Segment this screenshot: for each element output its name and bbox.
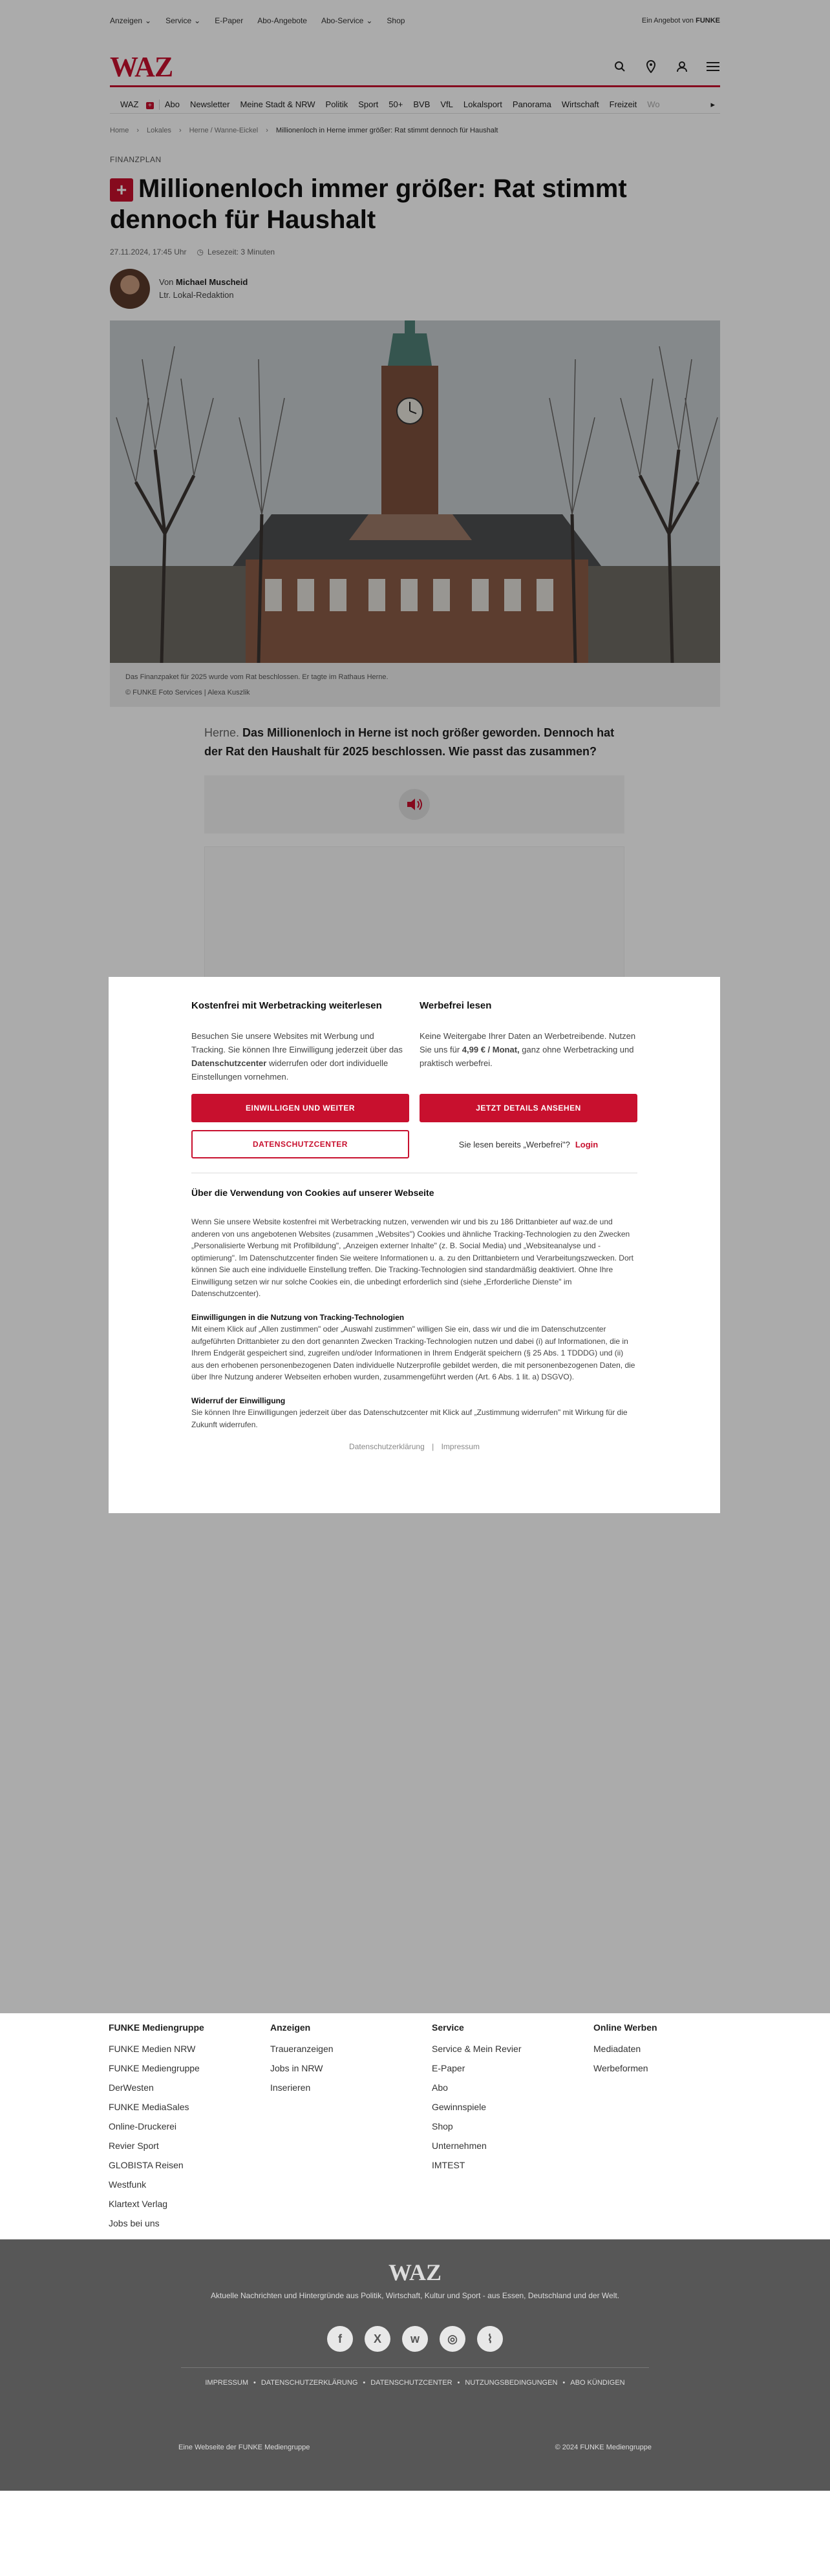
topbar-link-abo-angebote[interactable]: Abo-Angebote [257,16,307,25]
footer-link[interactable]: IMTEST [432,2160,465,2170]
legal-link-abo-kuendigen[interactable]: ABO KÜNDIGEN [570,2379,625,2387]
imprint-link[interactable]: Impressum [441,1442,480,1451]
chevron-down-icon: ⌄ [145,16,152,25]
author-prefix: Von [159,277,174,287]
lead-location: Herne. [204,726,240,739]
footer-link-columns [109,2022,720,2233]
consent-option-tracking [191,1000,409,1158]
nav-item-bvb[interactable]: BVB [413,99,431,109]
cookie-info-body [191,1216,637,1430]
waz-logo[interactable]: WAZ [110,50,173,83]
plus-badge-icon: + [146,102,154,109]
chevron-down-icon: ⌄ [366,16,373,25]
nav-item-abo[interactable]: Abo [164,99,180,109]
nav-item-panorama[interactable]: Panorama [512,99,551,109]
details-button[interactable]: JETZT DETAILS ANSEHEN [420,1094,637,1122]
consent-adfree-price: 4,99 € / Monat, [462,1045,520,1054]
footer-link[interactable]: Shop [432,2121,453,2131]
footer-divider [181,2367,649,2368]
caption-credit: © FUNKE Foto Services | Alexa Kuszlik [125,689,250,696]
footer-link[interactable]: Unternehmen [432,2141,487,2151]
footer-publisher: Eine Webseite der FUNKE Mediengruppe [178,2444,310,2451]
article-readtime: Lesezeit: 3 Minuten [208,247,275,257]
consent-option-adfree [420,1000,637,1158]
footer-bottom-line [178,2444,652,2451]
footer-link[interactable]: Gewinnspiele [432,2102,487,2112]
nav-item-sport[interactable]: Sport [358,99,379,109]
chevron-down-icon: ⌄ [194,16,201,25]
nav-item-lokalsport[interactable]: Lokalsport [463,99,502,109]
legal-separator: • [253,2379,256,2387]
footer-link[interactable]: Online-Druckerei [109,2121,177,2131]
footer-logo[interactable]: WAZ [388,2259,442,2285]
legal-link-nutzungsbedingungen[interactable]: NUTZUNGSBEDINGUNGEN [465,2379,558,2387]
footer-link[interactable]: Jobs in NRW [270,2063,323,2073]
legal-link-datenschutz[interactable]: DATENSCHUTZERKLÄRUNG [261,2379,358,2387]
footer-col-online-werben [593,2022,720,2233]
footer-col-title: FUNKE Mediengruppe [109,2022,204,2033]
login-question: Sie lesen bereits „Werbefrei"? [458,1139,570,1149]
consent-dialog [109,977,720,1513]
facebook-icon[interactable]: f [327,2326,353,2352]
legal-link-impressum[interactable]: IMPRESSUM [205,2379,248,2387]
consent-footer-links [191,1442,637,1451]
footer-col-service [432,2022,593,2233]
nav-item-freizeit[interactable]: Freizeit [609,99,637,109]
footer-link[interactable]: Abo [432,2082,448,2093]
footer-link[interactable]: DerWesten [109,2082,154,2093]
cookie-info-title: Über die Verwendung von Cookies auf unserer Webseite [191,1188,434,1198]
social-links [0,2326,830,2352]
consent-tracking-link[interactable]: Datenschutzcenter [191,1058,267,1068]
footer-link[interactable]: GLOBISTA Reisen [109,2160,184,2170]
consent-tracking-text-a: Besuchen Sie unsere Websites mit Werbung und Tracking. Sie können Ihre Einwilligung jederzeit über das [191,1031,403,1054]
footer-link[interactable]: Werbeformen [593,2063,648,2073]
footer-link[interactable]: FUNKE MediaSales [109,2102,189,2112]
footer-link[interactable]: FUNKE Mediengruppe [109,2063,200,2073]
legal-link-datenschutzcenter[interactable]: DATENSCHUTZCENTER [370,2379,452,2387]
footer-link-separator: | [432,1442,434,1451]
nav-item-wo[interactable]: Wo [647,99,660,109]
footer-link[interactable]: FUNKE Medien NRW [109,2044,196,2054]
legal-separator: • [457,2379,460,2387]
article-kicker: FINANZPLAN [110,155,162,164]
footer-link[interactable]: Service & Mein Revier [432,2044,522,2054]
privacy-policy-link[interactable]: Datenschutzerklärung [349,1442,425,1451]
breadcrumb-current: Millionenloch in Herne immer größer: Rat stimmt dennoch für Haushalt [275,127,498,134]
nav-item-vfl[interactable]: VfL [440,99,453,109]
cookie-info-paragraph-2: Mit einem Klick auf „Allen zustimmen" oder „Auswahl zustimmen" willigen Sie ein, dass wir und die im Datenschutzcenter aufgeführten Drittanbieter zu den dort genannten Zwecken Tracking-Technologien nutzen und dabei (i) auf Informationen, die in Ihrem Endgerät gespeichert sind, zugreifen und/oder Informationen in Ihrem Endgerät speichern (§ 25 Abs. 1 TDDDG) und (ii) aus den erhobenen personenbezogenen Daten individuelle Nutzerprofile gebildet werden, die mit personenbezogenen Daten, die über Ihre Nutzung anderer Webseiten erhoben wurden, zusammengeführt werden (Art. 6 Abs. 1 lit. a) DSGVO). [191,1325,635,1381]
cookie-info-heading-3: Widerruf der Einwilligung [191,1396,286,1405]
breadcrumb-separator: › [178,127,182,134]
footer-col-anzeigen [270,2022,432,2233]
footer-tagline: Aktuelle Nachrichten und Hintergründe aus Politik, Wirtschaft, Kultur und Sport - aus Essen, Deutschland und der Welt. [210,2291,620,2300]
footer-link[interactable]: Mediadaten [593,2044,641,2054]
accept-button[interactable]: EINWILLIGEN UND WEITER [191,1094,409,1122]
topbar-link-shop[interactable]: Shop [387,16,405,25]
footer-link[interactable]: Revier Sport [109,2141,159,2151]
brand-note-prefix: Ein Angebot von [641,17,694,25]
cookie-info-heading-2: Einwilligungen in die Nutzung von Tracking-Technologien [191,1312,405,1322]
whatsapp-icon[interactable]: w [402,2326,428,2352]
nav-item-wirtschaft[interactable]: Wirtschaft [561,99,599,109]
nav-item-label: WAZ [120,99,139,109]
clock-icon: ◷ [197,247,204,257]
site-footer [0,2239,830,2491]
nav-item-50plus[interactable]: 50+ [388,99,403,109]
footer-col-funke [109,2022,270,2233]
cookie-info-paragraph-3: Sie können Ihre Einwilligungen jederzeit über das Datenschutzcenter mit Klick auf „Zustimmung widerrufen" mit Wirkung für die Zukunft widerrufen. [191,1408,628,1429]
login-link[interactable]: Login [575,1139,599,1149]
footer-link[interactable]: E-Paper [432,2063,465,2073]
consent-tracking-text [191,1029,409,1094]
legal-links [0,2379,830,2387]
footer-link[interactable]: Jobs bei uns [109,2218,160,2228]
page-title-text: Millionenloch immer größer: Rat stimmt dennoch für Haushalt [110,174,627,234]
footer-col-title: Service [432,2022,464,2033]
footer-link[interactable]: Inserieren [270,2082,311,2093]
breadcrumb-separator: › [136,127,140,134]
nav-scroll-right-icon[interactable]: ▸ [710,99,715,109]
topbar-link-label: Anzeigen [110,16,143,25]
caption-text: Das Finanzpaket für 2025 wurde vom Rat beschlossen. Er tagte im Rathaus Herne. [125,673,388,681]
lead-text: Das Millionenloch in Herne ist noch größer geworden. Dennoch hat der Rat den Haushalt für 2025 beschlossen. Wie passt das zusammen? [204,726,615,758]
consent-tracking-title: Kostenfrei mit Werbetracking weiterlesen [191,1000,382,1011]
nav-item-newsletter[interactable]: Newsletter [190,99,230,109]
login-row [420,1130,637,1158]
breadcrumb-separator: › [266,127,268,134]
rss-icon[interactable]: ⌇ [477,2326,503,2352]
consent-adfree-title: Werbefrei lesen [420,1000,492,1011]
breadcrumb-herne[interactable]: Herne / Wanne-Eickel [189,127,259,134]
privacy-center-button[interactable]: DATENSCHUTZCENTER [191,1130,409,1158]
cookie-info-paragraph-1: Wenn Sie unsere Website kostenfrei mit Werbetracking nutzen, verwenden wir und bis zu 186 Drittanbieter auf waz.de und anderen von uns angebotenen Websites (zusammen „Websites") Cookies und ähnliche Tracking-Technologien zu den Zwecken „Personalisierte Werbung mit Profilbildung", „Anzeigen externer Inhalte" (z. B. Social Media) und „Websiteanalyse und -optimierung". Im Datenschutzcenter finden Sie weitere Informationen u. a. zu den Drittanbietern und Verarbeitungszwecken. Dort können Sie auch eine individuelle Einstellung treffen. Die Tracking-Technologien sind standardmäßig deaktiviert. Ohne Ihre Einwilligung setzen wir nur solche Cookies ein, die unbedingt erforderlich sind (siehe „Erforderliche Dienste" im Datenschutzcenter). [191,1217,633,1298]
topbar-link-label: Abo-Service [321,16,364,25]
author-role: Ltr. Lokal-Redaktion [159,290,234,300]
consent-adfree-text-b: ganz ohne Werbetracking und praktisch werbefrei. [420,1045,634,1068]
footer-link[interactable]: Traueranzeigen [270,2044,334,2054]
footer-col-title: Online Werben [593,2022,657,2033]
footer-link[interactable]: Klartext Verlag [109,2199,168,2209]
breadcrumb-lokales[interactable]: Lokales [147,127,171,134]
article-date: 27.11.2024, 17:45 Uhr [110,247,187,257]
plus-article-badge: + [110,178,133,202]
consent-adfree-text [420,1029,637,1094]
legal-separator: • [562,2379,566,2387]
nav-item-meine-stadt[interactable]: Meine Stadt & NRW [240,99,315,109]
consent-tracking-text-c: widerrufen oder dort individuelle Einstellungen vornehmen. [191,1058,388,1082]
breadcrumb-home[interactable]: Home [110,127,129,134]
footer-link[interactable]: Westfunk [109,2179,147,2190]
topbar-link-label: Service [165,16,192,25]
x-twitter-icon[interactable]: X [365,2326,390,2352]
footer-col-title: Anzeigen [270,2022,311,2033]
instagram-icon[interactable]: ◎ [440,2326,465,2352]
author-name[interactable]: Michael Muscheid [176,277,248,287]
topbar-link-epaper[interactable]: E-Paper [215,16,244,25]
brand-note-name: FUNKE [696,17,720,25]
legal-separator: • [363,2379,366,2387]
nav-item-politik[interactable]: Politik [325,99,348,109]
footer-copyright: © 2024 FUNKE Mediengruppe [555,2444,652,2451]
consent-adfree-text-a: Keine Weitergabe Ihrer Daten an Werbetreibende. Nutzen Sie uns für [420,1031,636,1054]
